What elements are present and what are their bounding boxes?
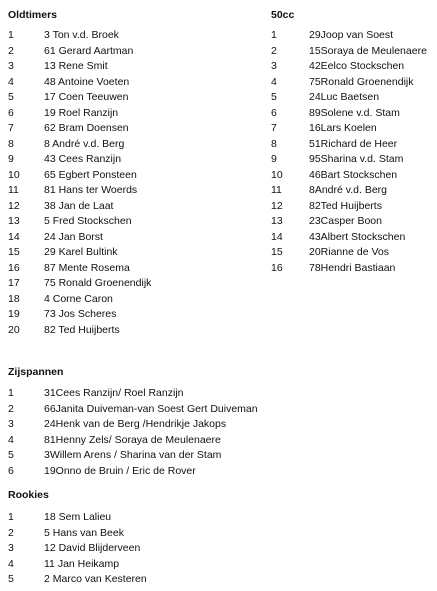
position-number: 2 bbox=[8, 44, 14, 57]
rider-entry: 46Bart Stockschen bbox=[309, 168, 398, 181]
rider-entry: 3Willem Arens / Sharina van der Stam bbox=[44, 449, 222, 461]
position-number: 5 bbox=[8, 573, 14, 585]
rider-entry: 8 André v.d. Berg bbox=[44, 137, 125, 150]
rider-entry: 81Henny Zels/ Soraya de Meulenaere bbox=[44, 433, 221, 446]
position-number: 18 bbox=[8, 292, 20, 305]
position-number: 11 bbox=[271, 184, 282, 196]
rider-entry: 20Rianne de Vos bbox=[309, 246, 389, 258]
position-number: 15 bbox=[8, 246, 20, 258]
position-number: 3 bbox=[8, 542, 14, 554]
rider-entry: 24Henk van de Berg /Hendrikje Jakops bbox=[44, 418, 227, 430]
position-number: 7 bbox=[271, 122, 277, 134]
position-number: 15 bbox=[271, 246, 283, 258]
rider-entry: 3 Ton v.d. Broek bbox=[44, 29, 119, 41]
position-number: 5 bbox=[271, 91, 277, 103]
rider-entry: 89Solene v.d. Stam bbox=[309, 106, 400, 119]
rider-entry: 78Hendri Bastiaan bbox=[309, 261, 396, 274]
position-number: 1 bbox=[8, 387, 14, 399]
rider-entry: 18 Sem Lalieu bbox=[44, 511, 112, 523]
fiftycc-heading: 50cc bbox=[271, 9, 295, 21]
position-number: 3 bbox=[8, 60, 14, 72]
position-number: 2 bbox=[8, 402, 14, 415]
rider-entry: 66Janita Duiveman-van Soest Gert Duiveman bbox=[44, 402, 258, 415]
position-number: 19 bbox=[8, 308, 20, 320]
rider-entry: 19 Roel Ranzijn bbox=[44, 106, 119, 119]
rider-entry: 23Casper Boon bbox=[309, 215, 382, 227]
rider-entry: 43Albert Stockschen bbox=[309, 230, 406, 243]
rider-entry: 24Luc Baetsen bbox=[309, 91, 380, 103]
position-number: 4 bbox=[8, 75, 14, 88]
position-number: 3 bbox=[8, 418, 14, 430]
rider-entry: 12 David Blijderveen bbox=[44, 542, 141, 554]
position-number: 14 bbox=[8, 230, 20, 243]
position-number: 5 bbox=[8, 91, 14, 103]
position-number: 3 bbox=[271, 60, 277, 72]
position-number: 4 bbox=[8, 557, 14, 570]
rider-entry: 73 Jos Scheres bbox=[44, 308, 117, 320]
rider-entry: 29Joop van Soest bbox=[309, 29, 394, 41]
position-number: 5 bbox=[8, 449, 14, 461]
rookies-heading: Rookies bbox=[8, 489, 49, 501]
rider-entry: 4 Corne Caron bbox=[44, 292, 113, 305]
rider-entry: 75Ronald Groenendijk bbox=[309, 75, 414, 88]
position-number: 20 bbox=[8, 323, 20, 336]
rider-entry: 82Ted Huijberts bbox=[309, 199, 382, 212]
rider-entry: 24 Jan Borst bbox=[44, 230, 103, 243]
rider-entry: 5 Hans van Beek bbox=[44, 526, 124, 539]
position-number: 10 bbox=[8, 168, 20, 181]
position-number: 7 bbox=[8, 122, 14, 134]
rider-entry: 31Cees Ranzijn/ Roel Ranzijn bbox=[44, 387, 184, 399]
rider-entry: 29 Karel Bultink bbox=[44, 246, 118, 258]
position-number: 6 bbox=[271, 106, 277, 119]
rider-entry: 95Sharina v.d. Stam bbox=[309, 153, 404, 165]
position-number: 16 bbox=[8, 261, 20, 274]
rider-entry: 11 Jan Heikamp bbox=[44, 557, 120, 570]
rider-entry: 43 Cees Ranzijn bbox=[44, 153, 122, 165]
rider-entry: 16Lars Koelen bbox=[309, 122, 377, 134]
position-number: 6 bbox=[8, 464, 14, 477]
rider-entry: 51Richard de Heer bbox=[309, 137, 398, 150]
oldtimers-heading: Oldtimers bbox=[8, 9, 58, 21]
position-number: 4 bbox=[8, 433, 14, 446]
position-number: 8 bbox=[271, 137, 277, 150]
position-number: 1 bbox=[8, 511, 14, 523]
position-number: 9 bbox=[271, 153, 277, 165]
position-number: 1 bbox=[271, 29, 277, 41]
position-number: 2 bbox=[271, 44, 277, 57]
rider-entry: 82 Ted Huijberts bbox=[44, 323, 120, 336]
rider-entry: 48 Antoine Voeten bbox=[44, 75, 130, 88]
rider-entry: 8André v.d. Berg bbox=[309, 184, 388, 196]
position-number: 13 bbox=[8, 215, 20, 227]
rider-entry: 5 Fred Stockschen bbox=[44, 215, 132, 227]
rider-entry: 15Soraya de Meulenaere bbox=[309, 44, 427, 57]
rider-entry: 42Eelco Stockschen bbox=[309, 60, 405, 72]
position-number: 13 bbox=[271, 215, 283, 227]
position-number: 10 bbox=[271, 168, 283, 181]
position-number: 1 bbox=[8, 29, 14, 41]
rider-entry: 81 Hans ter Woerds bbox=[44, 184, 138, 196]
position-number: 8 bbox=[8, 137, 14, 150]
position-number: 17 bbox=[8, 277, 20, 289]
position-number: 2 bbox=[8, 526, 14, 539]
rider-entry: 13 Rene Smit bbox=[44, 60, 108, 72]
rider-entry: 62 Bram Doensen bbox=[44, 122, 129, 134]
rider-entry: 87 Mente Rosema bbox=[44, 261, 130, 274]
rider-entry: 38 Jan de Laat bbox=[44, 199, 114, 212]
zijspannen-heading: Zijspannen bbox=[8, 366, 64, 378]
position-number: 16 bbox=[271, 261, 283, 274]
position-number: 4 bbox=[271, 75, 277, 88]
rider-entry: 17 Coen Teeuwen bbox=[44, 91, 129, 103]
rider-entry: 19Onno de Bruin / Eric de Rover bbox=[44, 464, 196, 477]
position-number: 6 bbox=[8, 106, 14, 119]
position-number: 9 bbox=[8, 153, 14, 165]
rider-entry: 2 Marco van Kesteren bbox=[44, 573, 147, 585]
position-number: 12 bbox=[8, 199, 20, 212]
rider-entry: 61 Gerard Aartman bbox=[44, 44, 134, 57]
position-number: 12 bbox=[271, 199, 283, 212]
rider-entry: 65 Egbert Ponsteen bbox=[44, 168, 137, 181]
position-number: 14 bbox=[271, 230, 283, 243]
rider-entry: 75 Ronald Groenendijk bbox=[44, 277, 152, 289]
position-number: 11 bbox=[8, 184, 19, 196]
